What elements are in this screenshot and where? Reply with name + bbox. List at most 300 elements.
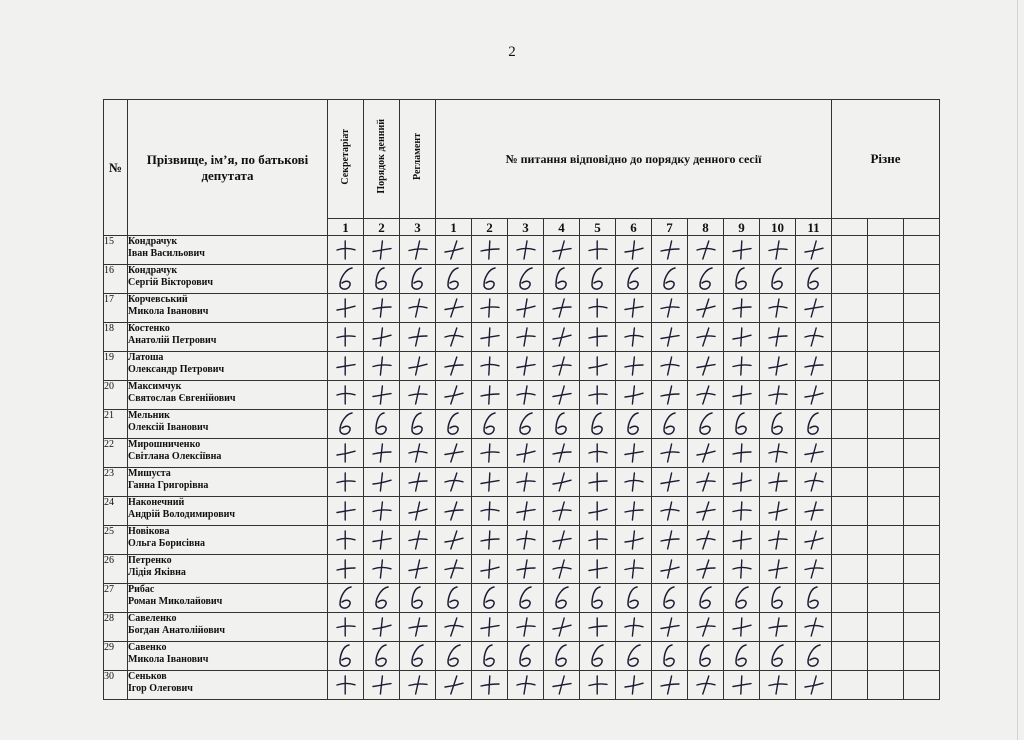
vote-mark-plus bbox=[580, 236, 616, 265]
question-column-number: 10 bbox=[760, 219, 796, 236]
vote-mark-v bbox=[760, 642, 796, 671]
deputy-given-names: Олексій Іванович bbox=[128, 422, 209, 433]
deputy-given-names: Андрій Володимирович bbox=[128, 509, 236, 520]
vote-mark-v bbox=[796, 410, 832, 439]
vote-mark-plus bbox=[796, 323, 832, 352]
deputy-surname: Наконечний bbox=[128, 497, 185, 508]
vote-mark-v bbox=[796, 642, 832, 671]
misc-cell-empty bbox=[904, 526, 940, 555]
vote-mark-plus bbox=[652, 323, 688, 352]
vote-mark-plus bbox=[544, 294, 580, 323]
vote-mark-plus bbox=[760, 468, 796, 497]
vote-mark-plus bbox=[400, 323, 436, 352]
vote-mark-v bbox=[796, 265, 832, 294]
vote-mark-plus bbox=[436, 497, 472, 526]
vote-mark-plus bbox=[364, 671, 400, 700]
row-number: 24 bbox=[104, 497, 128, 526]
vote-mark-plus bbox=[724, 439, 760, 468]
vote-mark-plus bbox=[544, 236, 580, 265]
vote-mark-plus bbox=[544, 671, 580, 700]
vote-mark-plus bbox=[544, 497, 580, 526]
vote-mark-v bbox=[580, 642, 616, 671]
vote-mark-v bbox=[652, 265, 688, 294]
deputy-name bbox=[128, 497, 328, 526]
misc-cell-empty bbox=[832, 613, 868, 642]
vote-mark-plus bbox=[652, 555, 688, 584]
vote-mark-plus bbox=[652, 468, 688, 497]
vote-mark-plus bbox=[508, 555, 544, 584]
header-agenda-questions: № питання відповідно до порядку денного сесії bbox=[436, 100, 832, 219]
misc-cell-empty bbox=[868, 526, 904, 555]
vote-mark-plus bbox=[472, 236, 508, 265]
deputy-given-names: Олександр Петрович bbox=[128, 364, 225, 375]
vote-mark-plus bbox=[652, 236, 688, 265]
vote-mark-plus bbox=[436, 468, 472, 497]
vote-mark-v bbox=[508, 410, 544, 439]
vote-mark-plus bbox=[328, 439, 364, 468]
misc-cell-empty bbox=[868, 381, 904, 410]
vote-mark-plus bbox=[400, 236, 436, 265]
vote-mark-plus bbox=[436, 236, 472, 265]
misc-cell-empty bbox=[868, 584, 904, 613]
misc-cell-empty bbox=[904, 468, 940, 497]
header-agenda: Порядок денний bbox=[364, 100, 400, 219]
vote-mark-plus bbox=[400, 671, 436, 700]
vote-mark-plus bbox=[652, 439, 688, 468]
vote-mark-v bbox=[328, 410, 364, 439]
vote-mark-plus bbox=[364, 352, 400, 381]
vote-mark-plus bbox=[724, 671, 760, 700]
table-row bbox=[104, 236, 940, 265]
vote-mark-v bbox=[580, 265, 616, 294]
vote-mark-plus bbox=[400, 294, 436, 323]
vote-mark-plus bbox=[544, 323, 580, 352]
vote-mark-plus bbox=[508, 352, 544, 381]
vote-mark-plus bbox=[652, 526, 688, 555]
vote-mark-v bbox=[688, 265, 724, 294]
misc-cell-empty bbox=[904, 584, 940, 613]
deputy-name bbox=[128, 352, 328, 381]
misc-column-blank bbox=[904, 219, 940, 236]
vote-mark-plus bbox=[688, 323, 724, 352]
vote-mark-plus bbox=[364, 323, 400, 352]
vote-mark-plus bbox=[760, 526, 796, 555]
misc-cell-empty bbox=[868, 555, 904, 584]
vote-mark-plus bbox=[760, 555, 796, 584]
vote-mark-plus bbox=[688, 497, 724, 526]
vote-mark-plus bbox=[436, 323, 472, 352]
vote-mark-plus bbox=[328, 468, 364, 497]
deputy-name bbox=[128, 555, 328, 584]
deputy-given-names: Микола Іванович bbox=[128, 306, 209, 317]
vote-mark-plus bbox=[724, 381, 760, 410]
vote-mark-plus bbox=[400, 497, 436, 526]
vote-mark-plus bbox=[580, 555, 616, 584]
question-column-number: 4 bbox=[544, 219, 580, 236]
vote-mark-v bbox=[724, 265, 760, 294]
misc-cell-empty bbox=[832, 468, 868, 497]
vote-mark-plus bbox=[472, 468, 508, 497]
deputy-name bbox=[128, 671, 328, 700]
vote-mark-plus bbox=[580, 352, 616, 381]
table-row bbox=[104, 642, 940, 671]
row-number: 29 bbox=[104, 642, 128, 671]
deputy-surname: Мишуста bbox=[128, 468, 171, 479]
vote-mark-v bbox=[472, 642, 508, 671]
row-number: 25 bbox=[104, 526, 128, 555]
vote-mark-plus bbox=[652, 497, 688, 526]
vote-mark-plus bbox=[364, 236, 400, 265]
vote-mark-v bbox=[616, 410, 652, 439]
deputy-name bbox=[128, 265, 328, 294]
vote-mark-plus bbox=[724, 294, 760, 323]
table-row bbox=[104, 410, 940, 439]
vote-mark-plus bbox=[508, 497, 544, 526]
vote-mark-plus bbox=[580, 381, 616, 410]
vote-mark-plus bbox=[436, 671, 472, 700]
row-number: 16 bbox=[104, 265, 128, 294]
row-number: 27 bbox=[104, 584, 128, 613]
vote-mark-v bbox=[400, 642, 436, 671]
header-deputy-name: Прізвище, ім’я, по батькові депутата bbox=[128, 100, 328, 236]
vote-mark-plus bbox=[472, 381, 508, 410]
misc-cell-empty bbox=[904, 381, 940, 410]
row-number: 18 bbox=[104, 323, 128, 352]
misc-cell-empty bbox=[832, 265, 868, 294]
vote-mark-plus bbox=[544, 613, 580, 642]
misc-cell-empty bbox=[868, 294, 904, 323]
deputy-surname: Кондрачук bbox=[128, 236, 178, 247]
deputy-given-names: Ганна Григорівна bbox=[128, 480, 209, 491]
vote-mark-plus bbox=[364, 439, 400, 468]
vote-mark-plus bbox=[544, 381, 580, 410]
misc-cell-empty bbox=[904, 323, 940, 352]
vote-mark-plus bbox=[436, 352, 472, 381]
row-number: 30 bbox=[104, 671, 128, 700]
vote-mark-plus bbox=[544, 526, 580, 555]
deputy-surname: Петренко bbox=[128, 555, 172, 566]
row-number: 15 bbox=[104, 236, 128, 265]
vote-mark-plus bbox=[544, 352, 580, 381]
procedural-column-number: 3 bbox=[400, 219, 436, 236]
deputy-given-names: Святослав Євгенійович bbox=[128, 393, 236, 404]
table-row bbox=[104, 497, 940, 526]
deputy-given-names: Ольга Борисівна bbox=[128, 538, 206, 549]
misc-cell-empty bbox=[868, 439, 904, 468]
vote-mark-plus bbox=[436, 613, 472, 642]
misc-cell-empty bbox=[904, 497, 940, 526]
misc-cell-empty bbox=[904, 671, 940, 700]
table-row bbox=[104, 265, 940, 294]
vote-mark-plus bbox=[508, 381, 544, 410]
vote-mark-plus bbox=[328, 497, 364, 526]
vote-mark-v bbox=[508, 642, 544, 671]
deputy-surname: Максимчук bbox=[128, 381, 182, 392]
vote-mark-plus bbox=[724, 468, 760, 497]
misc-cell-empty bbox=[904, 352, 940, 381]
vote-mark-plus bbox=[328, 671, 364, 700]
vote-mark-plus bbox=[436, 381, 472, 410]
vote-mark-plus bbox=[580, 613, 616, 642]
vote-mark-plus bbox=[616, 613, 652, 642]
vote-mark-plus bbox=[472, 323, 508, 352]
misc-cell-empty bbox=[832, 671, 868, 700]
vote-mark-plus bbox=[472, 613, 508, 642]
deputy-name bbox=[128, 468, 328, 497]
deputy-surname: Корчевський bbox=[128, 294, 188, 305]
table-row bbox=[104, 584, 940, 613]
misc-cell-empty bbox=[868, 642, 904, 671]
sheet-edge bbox=[1017, 0, 1018, 740]
vote-mark-v bbox=[472, 265, 508, 294]
vote-mark-plus bbox=[796, 613, 832, 642]
misc-cell-empty bbox=[832, 323, 868, 352]
vote-mark-plus bbox=[328, 526, 364, 555]
deputy-surname: Мирошниченко bbox=[128, 439, 201, 450]
vote-mark-plus bbox=[796, 352, 832, 381]
vote-mark-plus bbox=[364, 497, 400, 526]
vote-mark-plus bbox=[544, 439, 580, 468]
vote-mark-plus bbox=[400, 439, 436, 468]
row-number: 22 bbox=[104, 439, 128, 468]
vote-mark-plus bbox=[580, 497, 616, 526]
vote-mark-plus bbox=[328, 352, 364, 381]
vote-mark-plus bbox=[688, 439, 724, 468]
vote-mark-plus bbox=[652, 381, 688, 410]
vote-mark-plus bbox=[796, 497, 832, 526]
deputy-name bbox=[128, 584, 328, 613]
question-column-number: 11 bbox=[796, 219, 832, 236]
vote-mark-plus bbox=[796, 439, 832, 468]
vote-mark-plus bbox=[616, 236, 652, 265]
row-number: 28 bbox=[104, 613, 128, 642]
vote-mark-plus bbox=[796, 294, 832, 323]
vote-mark-plus bbox=[724, 497, 760, 526]
deputy-name bbox=[128, 613, 328, 642]
vote-mark-plus bbox=[688, 468, 724, 497]
vote-mark-plus bbox=[400, 352, 436, 381]
vote-mark-plus bbox=[760, 439, 796, 468]
vote-mark-plus bbox=[616, 555, 652, 584]
vote-mark-v bbox=[436, 265, 472, 294]
question-column-number: 2 bbox=[472, 219, 508, 236]
vote-mark-plus bbox=[760, 613, 796, 642]
row-number: 17 bbox=[104, 294, 128, 323]
misc-cell-empty bbox=[868, 468, 904, 497]
header-secretariat: Секретаріат bbox=[328, 100, 364, 219]
vote-mark-plus bbox=[724, 236, 760, 265]
row-number: 21 bbox=[104, 410, 128, 439]
vote-mark-plus bbox=[328, 323, 364, 352]
vote-mark-v bbox=[436, 642, 472, 671]
vote-mark-v bbox=[472, 584, 508, 613]
vote-mark-v bbox=[328, 584, 364, 613]
vote-mark-plus bbox=[616, 381, 652, 410]
deputy-name bbox=[128, 526, 328, 555]
vote-mark-v bbox=[652, 642, 688, 671]
vote-mark-plus bbox=[760, 323, 796, 352]
vote-mark-v bbox=[616, 642, 652, 671]
vote-mark-plus bbox=[796, 236, 832, 265]
misc-cell-empty bbox=[904, 642, 940, 671]
vote-mark-v bbox=[400, 410, 436, 439]
deputy-given-names: Богдан Анатолійович bbox=[128, 625, 226, 636]
deputy-surname: Кондрачук bbox=[128, 265, 178, 276]
misc-column-blank bbox=[832, 219, 868, 236]
vote-mark-plus bbox=[796, 555, 832, 584]
deputy-surname: Сеньков bbox=[128, 671, 167, 682]
vote-mark-plus bbox=[688, 671, 724, 700]
vote-mark-v bbox=[364, 410, 400, 439]
vote-mark-v bbox=[328, 642, 364, 671]
deputy-given-names: Ігор Олегович bbox=[128, 683, 193, 694]
vote-mark-v bbox=[436, 584, 472, 613]
voting-table bbox=[103, 99, 940, 700]
deputy-name bbox=[128, 410, 328, 439]
vote-mark-plus bbox=[364, 381, 400, 410]
vote-mark-v bbox=[544, 410, 580, 439]
misc-cell-empty bbox=[868, 236, 904, 265]
header-miscellaneous: Різне bbox=[832, 100, 940, 219]
vote-mark-plus bbox=[616, 526, 652, 555]
table-row bbox=[104, 294, 940, 323]
vote-mark-plus bbox=[364, 526, 400, 555]
vote-mark-plus bbox=[616, 671, 652, 700]
misc-cell-empty bbox=[832, 497, 868, 526]
vote-mark-plus bbox=[508, 613, 544, 642]
vote-mark-plus bbox=[472, 671, 508, 700]
vote-mark-plus bbox=[580, 439, 616, 468]
row-number: 23 bbox=[104, 468, 128, 497]
vote-mark-v bbox=[652, 410, 688, 439]
deputy-surname: Латоша bbox=[128, 352, 164, 363]
vote-mark-v bbox=[760, 584, 796, 613]
table-row bbox=[104, 526, 940, 555]
misc-cell-empty bbox=[868, 410, 904, 439]
vote-mark-plus bbox=[364, 613, 400, 642]
vote-mark-plus bbox=[580, 294, 616, 323]
procedural-column-number: 1 bbox=[328, 219, 364, 236]
deputy-given-names: Лідія Яківна bbox=[128, 567, 186, 578]
deputy-name bbox=[128, 294, 328, 323]
misc-cell-empty bbox=[868, 671, 904, 700]
deputy-given-names: Світлана Олексіївна bbox=[128, 451, 222, 462]
table-row bbox=[104, 381, 940, 410]
misc-cell-empty bbox=[904, 294, 940, 323]
vote-mark-plus bbox=[760, 381, 796, 410]
question-column-number: 1 bbox=[436, 219, 472, 236]
deputy-given-names: Сергій Вікторович bbox=[128, 277, 214, 288]
vote-mark-v bbox=[688, 410, 724, 439]
vote-mark-plus bbox=[580, 323, 616, 352]
vote-mark-plus bbox=[688, 555, 724, 584]
misc-cell-empty bbox=[868, 323, 904, 352]
vote-mark-v bbox=[364, 642, 400, 671]
misc-cell-empty bbox=[832, 381, 868, 410]
vote-mark-plus bbox=[364, 294, 400, 323]
vote-mark-plus bbox=[724, 352, 760, 381]
deputy-name bbox=[128, 642, 328, 671]
vote-mark-v bbox=[724, 584, 760, 613]
vote-mark-v bbox=[544, 642, 580, 671]
misc-cell-empty bbox=[868, 352, 904, 381]
misc-cell-empty bbox=[832, 236, 868, 265]
vote-mark-plus bbox=[616, 352, 652, 381]
vote-mark-plus bbox=[508, 671, 544, 700]
deputy-surname: Рибас bbox=[128, 584, 155, 595]
vote-mark-v bbox=[724, 410, 760, 439]
vote-mark-v bbox=[616, 584, 652, 613]
deputy-surname: Костенко bbox=[128, 323, 170, 334]
vote-mark-plus bbox=[724, 526, 760, 555]
vote-mark-v bbox=[400, 584, 436, 613]
question-column-number: 7 bbox=[652, 219, 688, 236]
misc-cell-empty bbox=[868, 497, 904, 526]
header-number: № bbox=[104, 100, 128, 236]
vote-mark-plus bbox=[400, 555, 436, 584]
vote-mark-v bbox=[364, 584, 400, 613]
vote-mark-plus bbox=[688, 613, 724, 642]
misc-cell-empty bbox=[904, 236, 940, 265]
deputy-rows bbox=[104, 236, 940, 700]
vote-mark-plus bbox=[580, 468, 616, 497]
vote-mark-plus bbox=[400, 468, 436, 497]
vote-mark-plus bbox=[580, 671, 616, 700]
deputy-given-names: Анатолій Петрович bbox=[128, 335, 217, 346]
vote-mark-v bbox=[400, 265, 436, 294]
vote-mark-plus bbox=[328, 613, 364, 642]
vote-mark-plus bbox=[760, 497, 796, 526]
vote-mark-plus bbox=[544, 468, 580, 497]
vote-mark-plus bbox=[796, 381, 832, 410]
question-column-number: 3 bbox=[508, 219, 544, 236]
vote-mark-v bbox=[328, 265, 364, 294]
vote-mark-plus bbox=[472, 439, 508, 468]
deputy-surname: Савеленко bbox=[128, 613, 177, 624]
vote-mark-v bbox=[616, 265, 652, 294]
vote-mark-v bbox=[544, 265, 580, 294]
misc-cell-empty bbox=[904, 410, 940, 439]
vote-mark-plus bbox=[652, 613, 688, 642]
vote-mark-plus bbox=[760, 236, 796, 265]
misc-cell-empty bbox=[904, 265, 940, 294]
vote-mark-v bbox=[796, 584, 832, 613]
vote-mark-v bbox=[652, 584, 688, 613]
vote-mark-plus bbox=[400, 613, 436, 642]
vote-mark-plus bbox=[472, 555, 508, 584]
vote-mark-plus bbox=[688, 381, 724, 410]
misc-cell-empty bbox=[832, 439, 868, 468]
vote-mark-plus bbox=[724, 555, 760, 584]
vote-mark-plus bbox=[544, 555, 580, 584]
vote-mark-plus bbox=[472, 526, 508, 555]
misc-cell-empty bbox=[832, 642, 868, 671]
header-regulations: Регламент bbox=[400, 100, 436, 219]
vote-mark-plus bbox=[400, 526, 436, 555]
row-number: 19 bbox=[104, 352, 128, 381]
misc-cell-empty bbox=[832, 352, 868, 381]
vote-mark-plus bbox=[364, 468, 400, 497]
vote-mark-v bbox=[508, 584, 544, 613]
vote-mark-plus bbox=[580, 526, 616, 555]
row-number: 26 bbox=[104, 555, 128, 584]
misc-cell-empty bbox=[904, 439, 940, 468]
misc-cell-empty bbox=[832, 294, 868, 323]
table-row bbox=[104, 613, 940, 642]
misc-cell-empty bbox=[868, 613, 904, 642]
vote-mark-v bbox=[436, 410, 472, 439]
deputy-name bbox=[128, 439, 328, 468]
